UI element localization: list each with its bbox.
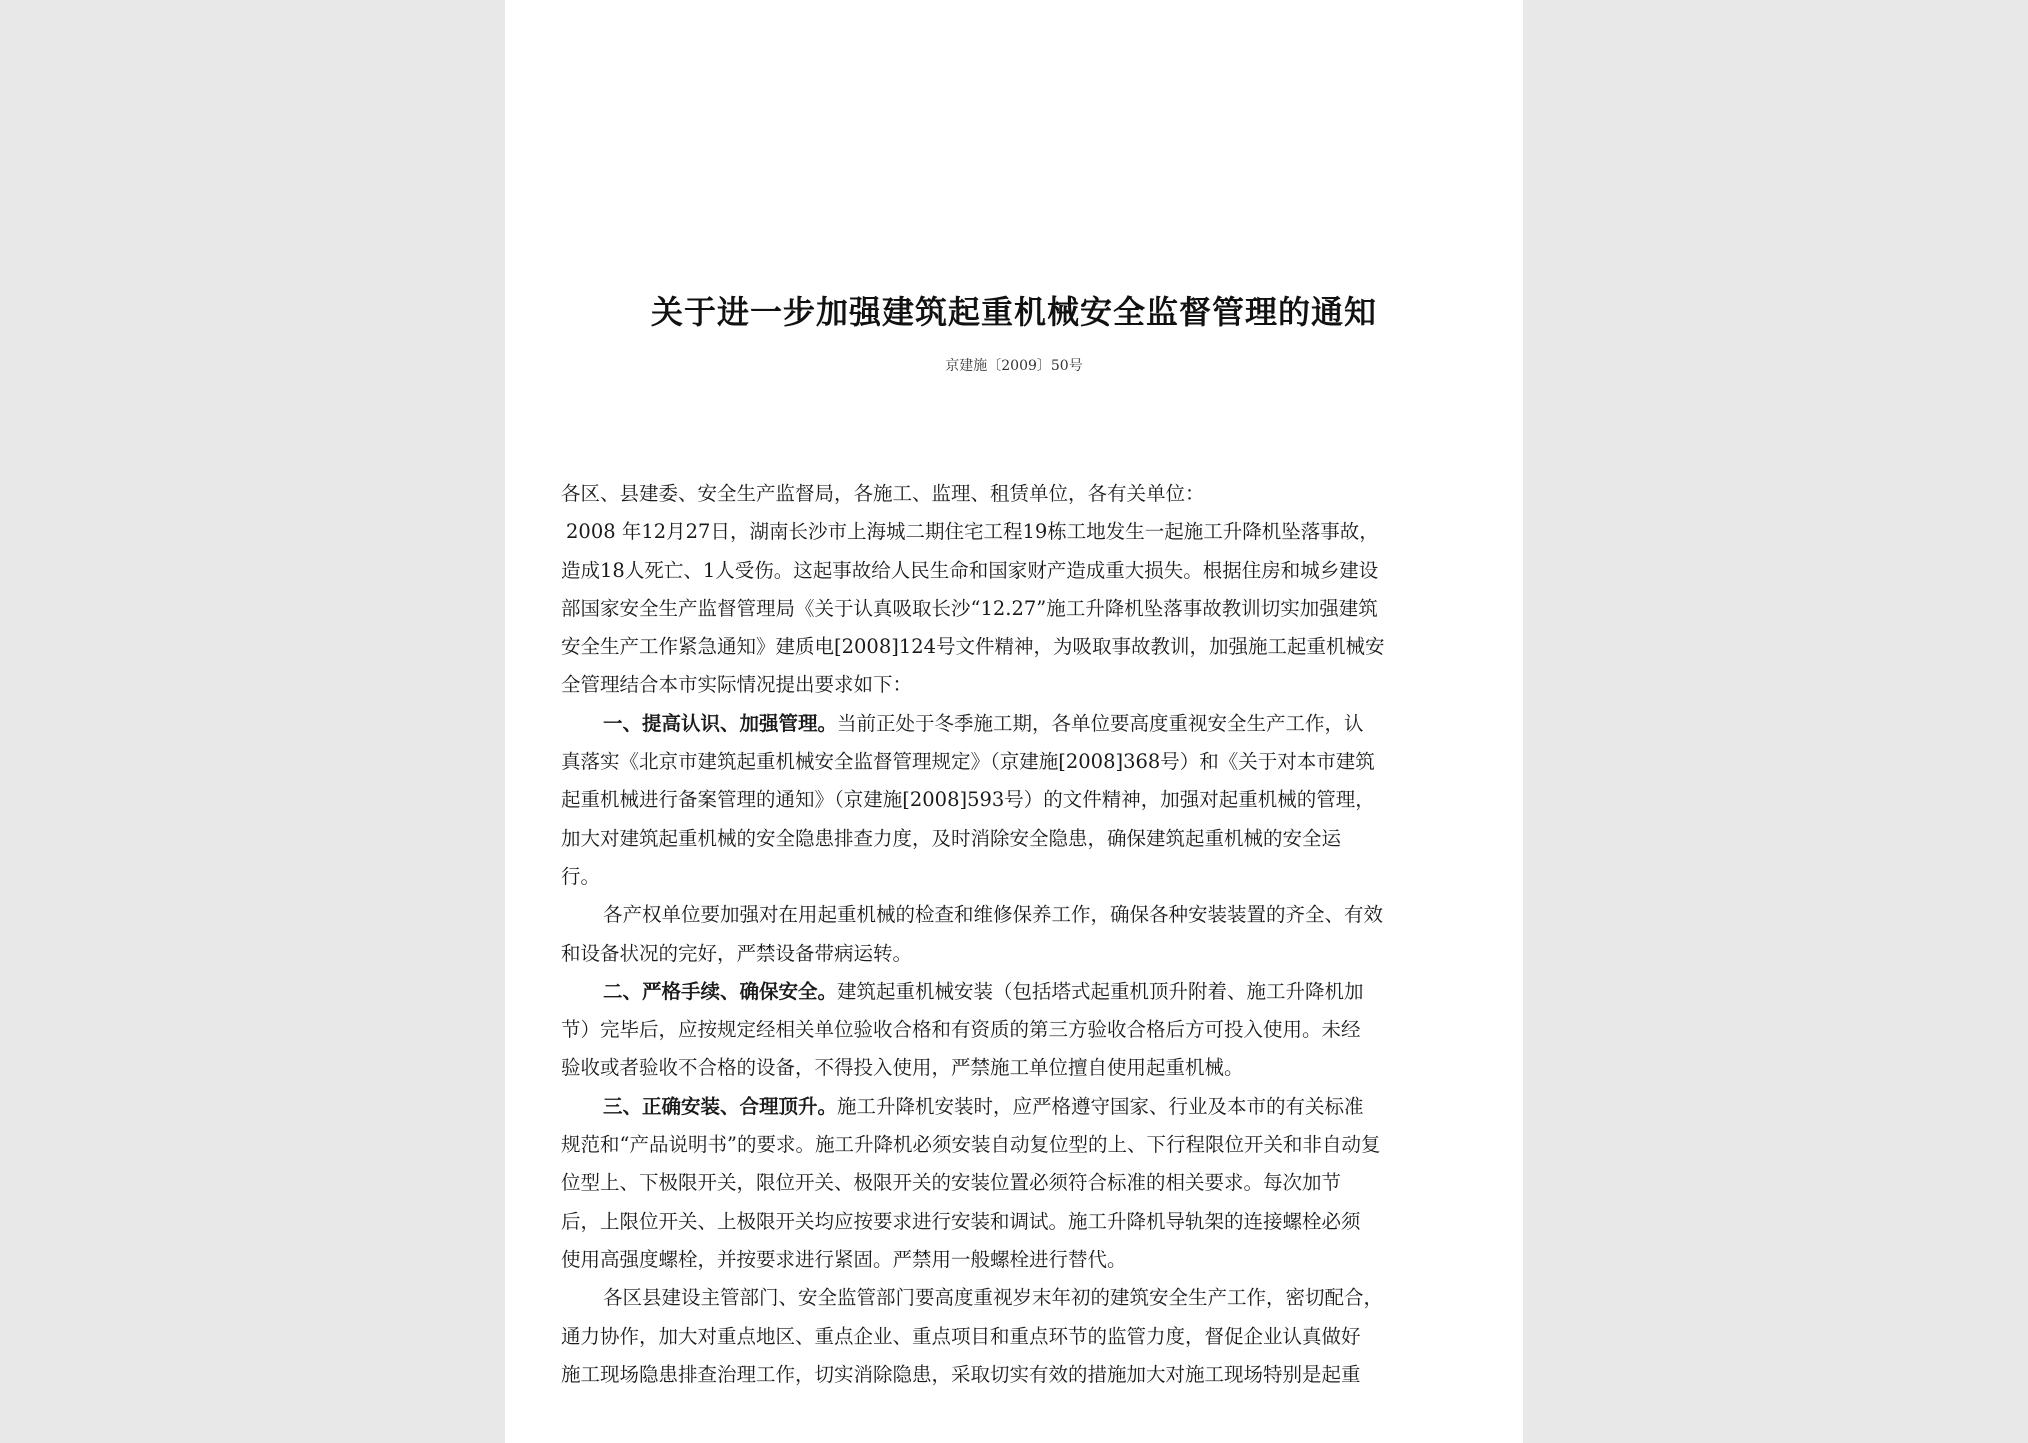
intro-line: 2008 年12月27日，湖南长沙市上海城二期住宅工程19栋工地发生一起施工升降机坠落事故， [566, 520, 1379, 544]
section1-line: 加大对建筑起重机械的安全隐患排查力度，及时消除安全隐患，确保建筑起重机械的安全运 [561, 826, 1342, 850]
paragraph4-line: 通力协作，加大对重点地区、重点企业、重点项目和重点环节的监管力度，督促企业认真做好 [561, 1324, 1361, 1348]
section3-line: 使用高强度螺栓，并按要求进行紧固。严禁用一般螺栓进行替代。 [561, 1247, 1127, 1271]
document-title: 关于进一步加强建筑起重机械安全监督管理的通知 [650, 293, 1377, 331]
section1-text: 当前正处于冬季施工期，各单位要高度重视安全生产工作，认 [837, 711, 1364, 735]
document-number: 京建施〔2009〕50号 [945, 358, 1083, 374]
intro-line: 全管理结合本市实际情况提出要求如下： [561, 673, 913, 697]
intro-line: 安全生产工作紧急通知》建质电[2008]124号文件精神，为吸取事故教训，加强施工起重机械安 [561, 635, 1385, 659]
section2-text: 建筑起重机械安装（包括塔式起重机顶升附着、施工升降机加 [837, 979, 1364, 1003]
section3-line: 后，上限位开关、上极限开关均应按要求进行安装和调试。施工升降机导轨架的连接螺栓必须 [561, 1209, 1361, 1233]
section1-line: 起重机械进行备案管理的通知》（京建施[2008]593号）的文件精神，加强对起重机械的管理， [561, 788, 1375, 812]
section2-first-line [561, 973, 1471, 1011]
section2-line: 验收或者验收不合格的设备，不得投入使用，严禁施工单位擅自使用起重机械。 [561, 1056, 1244, 1080]
section2-heading: 二、严格手续、确保安全。 [603, 979, 838, 1003]
section1-line: 真落实《北京市建筑起重机械安全监督管理规定》（京建施[2008]368号）和《关于对本市建筑 [561, 750, 1375, 774]
section1-first-line [561, 705, 1471, 743]
section3-text: 施工升降机安装时，应严格遵守国家、行业及本市的有关标准 [837, 1094, 1364, 1118]
addressee-line: 各区、县建委、安全生产监督局，各施工、监理、租赁单位，各有关单位： [561, 482, 1205, 505]
document-body [561, 475, 1471, 1394]
section1-heading: 一、提高认识、加强管理。 [603, 711, 838, 735]
intro-line: 部国家安全生产监督管理局《关于认真吸取长沙“12.27”施工升降机坠落事故教训切实加强建筑 [561, 596, 1378, 620]
intro-line: 造成18人死亡、1人受伤。这起事故给人民生命和国家财产造成重大损失。根据住房和城乡建设 [561, 558, 1379, 582]
paragraph2-first-line: 各产权单位要加强对在用起重机械的检查和维修保养工作，确保各种安装装置的齐全、有效 [603, 903, 1384, 927]
paragraph2-line: 和设备状况的完好，严禁设备带病运转。 [561, 941, 913, 965]
paragraph4-line: 施工现场隐患排查治理工作，切实消除隐患，采取切实有效的措施加大对施工现场特别是起重 [561, 1362, 1361, 1386]
section1-line: 行。 [561, 864, 601, 888]
section3-heading: 三、正确安装、合理顶升。 [603, 1094, 838, 1118]
section3-line: 位型上、下极限开关，限位开关、极限开关的安装位置必须符合标准的相关要求。每次加节 [561, 1171, 1342, 1195]
section3-first-line [561, 1088, 1471, 1126]
paragraph4-first-line: 各区县建设主管部门、安全监管部门要高度重视岁末年初的建筑安全生产工作，密切配合， [603, 1286, 1384, 1310]
section3-line: 规范和“产品说明书”的要求。施工升降机必须安装自动复位型的上、下行程限位开关和非自动复 [561, 1133, 1381, 1157]
section2-line: 节）完毕后，应按规定经相关单位验收合格和有资质的第三方验收合格后方可投入使用。未经 [561, 1018, 1361, 1042]
document-page [505, 0, 1523, 1443]
